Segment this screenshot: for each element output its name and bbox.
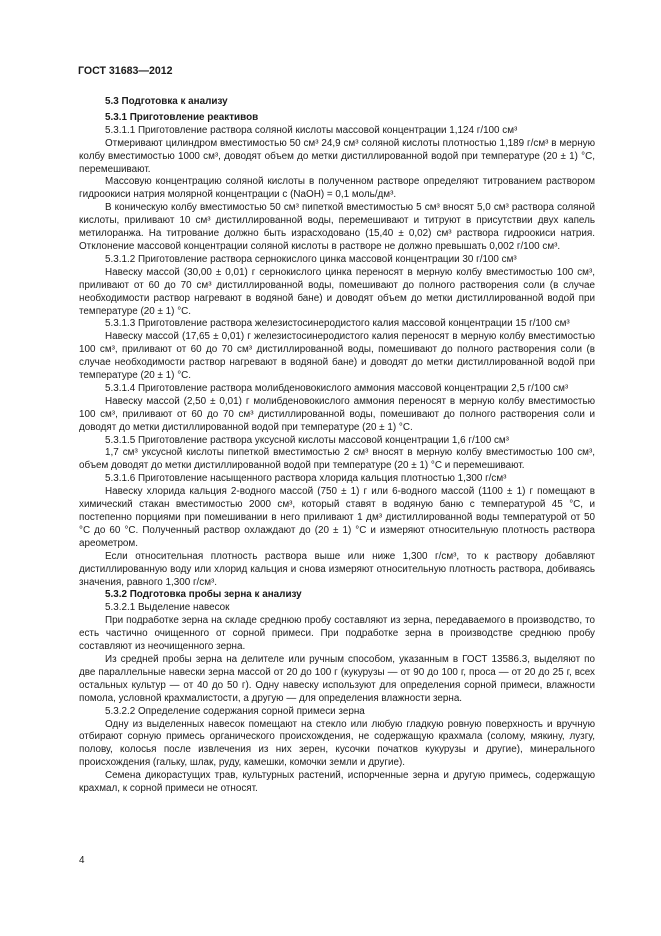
paragraph: Навеску массой (17,65 ± 0,01) г железистосинеродистого калия переносят в мерную колбу вместимостью 100 см³, приливают от 60 до 70 см³ дистиллированной воды, помешивают до полного растворения соли (в случае необходимости раствор нагревают в водяной бане) и доводят до метки дистиллированной водой при температуре (20 ± 1) °С. (79, 331, 595, 382)
paragraph: 5.3.2.1 Выделение навесок (105, 602, 230, 614)
paragraph: Если относительная плотность раствора выше или ниже 1,300 г/см³, то к раствору добавляют дистиллированную воду или хлорид кальция и снова измеряют относительную плотность раствора, добиваясь значения, равного 1,300 г/см³. (79, 550, 595, 588)
paragraph: Из средней пробы зерна на делителе или ручным способом, указанным в ГОСТ 13586.3, выделяют по две параллельные навески зерна массой от 20 до 100 г (кукурузы — от 90 до 100 г, проса — от 20 до 25 г, всех остальных культур — от 40 до 50 г). Одну навеску используют для определения сорной примеси, влажности помола, условной крахмалистости, а другую — для определения влажности зерна. (79, 653, 595, 704)
paragraph: 5.3.1.6 Приготовление насыщенного раствора хлорида кальция плотностью 1,300 г/см³ (105, 473, 507, 485)
paragraph: 5.3.1.3 Приготовление раствора железистосинеродистого калия массовой концентрации 15 г/100 см³ (105, 318, 570, 330)
paragraph: 5.3.2.2 Определение содержания сорной примеси зерна (105, 705, 365, 717)
section-heading: 5.3 Подготовка к анализу (105, 96, 228, 107)
paragraph: Навеску массой (30,00 ± 0,01) г сернокислого цинка переносят в мерную колбу вместимостью 100 см³, приливают от 60 до 70 см³ дистиллированной воды, помешивают до полного растворения соли (в случае необходимости раствор нагревают в водяной бане) и доводят объем до метки дистиллированной водой при температуре (20 ± 1) °С. (79, 266, 595, 317)
paragraph: Навеску хлорида кальция 2-водного массой (750 ± 1) г или 6-водного массой (1100 ± 1) г помещают в химический стакан вместимостью 2000 см³, который ставят в водяную баню с температурой 45 °С, и постепенно порциями при помешивании в него приливают 1 дм³ дистиллированной воды температурой от 50 °С до 60 °С. Полученный раствор охлаждают до (20 ± 1) °С и измеряют относительную плотность раствора ареометром. (79, 486, 595, 549)
subsection-heading: 5.3.1 Приготовление реактивов (105, 111, 259, 123)
paragraph: При подработке зерна на складе среднюю пробу составляют из зерна, передаваемого в производство, то есть частично очищенного от сорной примеси. При подработке зерна в производстве среднюю пробу составляют из неочищенного зерна. (79, 615, 595, 653)
paragraph: 1,7 см³ уксусной кислоты пипеткой вместимостью 2 см³ вносят в мерную колбу вместимостью 100 см³, объем доводят до метки дистиллированной водой при температуре (20 ± 1) °С и перемешивают. (79, 447, 595, 472)
paragraph: Одну из выделенных навесок помещают на стекло или любую гладкую ровную поверхность и вручную отбирают сорную примесь органического происхождения, не содержащую крахмала (солому, мякину, лузгу, полову, колосья после извлечения из них зерен, кусочки початков кукурузы и другие), минерального происхождения (гальку, шлак, руду, камешки, комочки земли и другие). (79, 718, 595, 769)
paragraph: 5.3.1.1 Приготовление раствора соляной кислоты массовой концентрации 1,124 г/100 см³ (105, 124, 518, 136)
paragraph: Семена дикорастущих трав, культурных растений, испорченные зерна и другую примесь, содержащую крахмал, к сорной примеси не относят. (79, 770, 595, 795)
paragraph: 5.3.1.4 Приготовление раствора молибденовокислого аммония массовой концентрации 2,5 г/100 см³ (105, 382, 569, 394)
subsection-heading: 5.3.2 Подготовка пробы зерна к анализу (105, 589, 302, 601)
page-number: 4 (79, 855, 85, 866)
document-header: ГОСТ 31683—2012 (78, 65, 173, 77)
paragraph: 5.3.1.2 Приготовление раствора сернокислого цинка массовой концентрации 30 г/100 см³ (105, 253, 517, 265)
paragraph: В коническую колбу вместимостью 50 см³ пипеткой вместимостью 5 см³ вносят 5,0 см³ раствора соляной кислоты, приливают 10 см³ дистиллированной воды, перемешивают и титруют в присутствии двух капель метилоранжа. На титрование должно быть израсходовано (15,40 ± 0,02) см³ раствора гидроокиси натрия. Отклонение массовой концентрации соляной кислоты в растворе не должно превышать 0,002 г/100 см³. (79, 202, 595, 252)
document-body (79, 96, 595, 796)
paragraph: Отмеривают цилиндром вместимостью 50 см³ 24,9 см³ соляной кислоты плотностью 1,189 г/см³ в мерную колбу вместимостью 1000 см³, доводят объем до метки дистиллированной водой при температуре (20 ± 1) °С, перемешивают. (79, 137, 595, 175)
paragraph: Навеску массой (2,50 ± 0,01) г молибденовокислого аммония переносят в мерную колбу вместимостью 100 см³, приливают от 60 до 70 см³ дистиллированной воды, помешивают до полного растворения соли и доводят до метки дистиллированной водой при температуре (20 ± 1) °С. (79, 395, 595, 433)
paragraph: 5.3.1.5 Приготовление раствора уксусной кислоты массовой концентрации 1,6 г/100 см³ (105, 434, 509, 446)
paragraph: Массовую концентрацию соляной кислоты в полученном растворе определяют титрованием раствором гидроокиси натрия молярной концентрации c (NaOH) = 0,1 моль/дм³. (79, 176, 595, 201)
